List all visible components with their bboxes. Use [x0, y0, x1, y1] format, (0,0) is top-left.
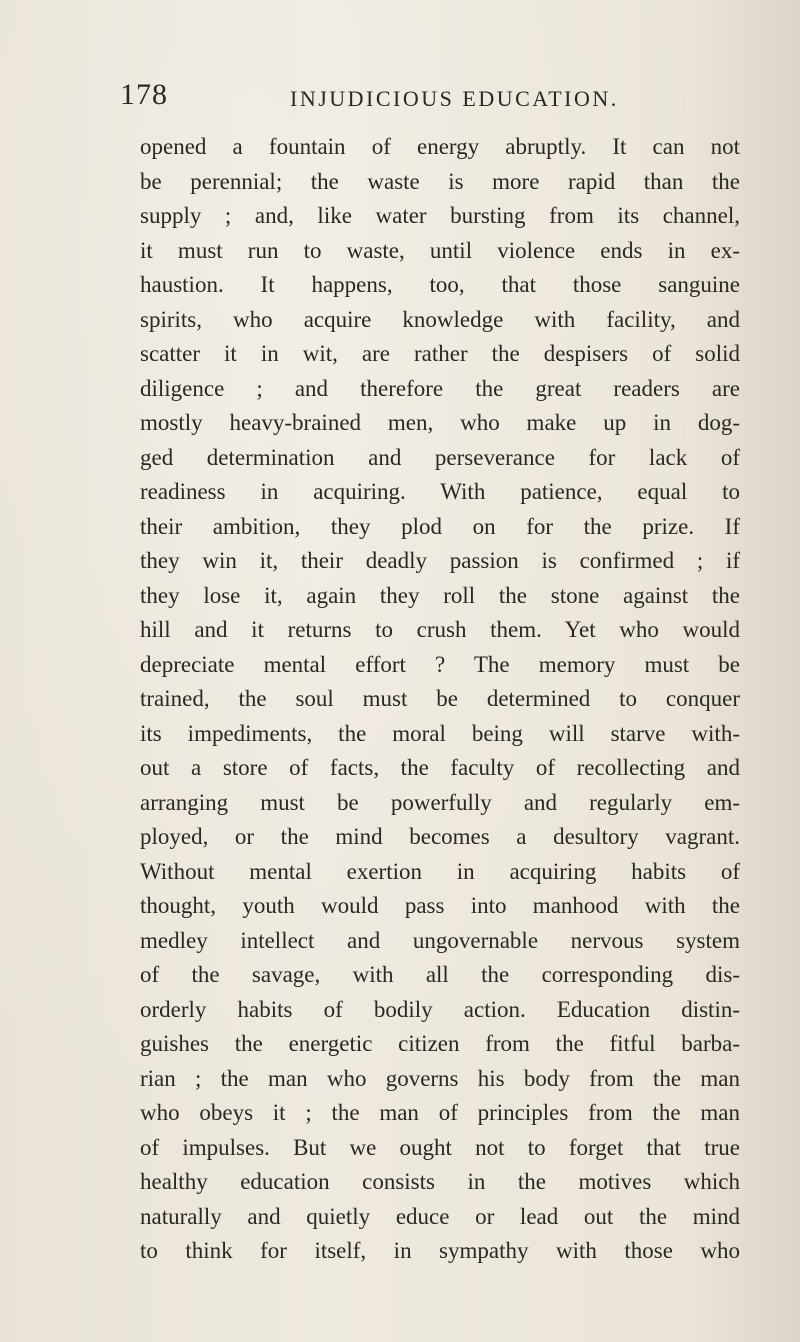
body-text — [140, 130, 740, 1269]
text-line: scatter it in wit, are rather the despisers of solid — [140, 341, 740, 366]
text-line: haustion. It happens, too, that those sanguine — [140, 272, 740, 297]
running-head: INJUDICIOUS EDUCATION. — [290, 86, 619, 111]
text-line: of the savage, with all the corresponding dis- — [140, 962, 740, 987]
text-line: be perennial; the waste is more rapid than the — [140, 168, 740, 194]
text-line: thought, youth would pass into manhood with the — [140, 893, 740, 918]
text-line: arranging must be powerfully and regularly em- — [140, 789, 740, 815]
text-line: Without mental exertion in acquiring habits of — [140, 858, 740, 884]
text-line: supply ; and, like water bursting from its channel, — [140, 203, 740, 228]
text-line: out a store of facts, the faculty of recollecting and — [140, 755, 740, 780]
text-line: it must run to waste, until violence ends in ex- — [140, 237, 740, 263]
page-header — [120, 78, 740, 118]
text-line: spirits, who acquire knowledge with facility, and — [140, 306, 740, 332]
text-line: they win it, their deadly passion is confirmed ; if — [140, 548, 740, 573]
text-line: readiness in acquiring. With patience, equal to — [140, 479, 740, 504]
text-line: of impulses. But we ought not to forget that true — [140, 1134, 740, 1160]
text-line: their ambition, they plod on for the prize. If — [140, 513, 740, 539]
text-line: medley intellect and ungovernable nervous system — [140, 927, 740, 953]
text-line: naturally and quietly educe or lead out the mind — [140, 1203, 740, 1229]
text-line: healthy education consists in the motives which — [140, 1169, 740, 1194]
text-line: ged determination and perseverance for lack of — [140, 444, 740, 470]
text-line: trained, the soul must be determined to conquer — [140, 686, 740, 711]
text-line: opened a fountain of energy abruptly. It can not — [140, 134, 740, 159]
text-line: orderly habits of bodily action. Education distin- — [140, 996, 740, 1022]
text-line: to think for itself, in sympathy with those who — [140, 1238, 740, 1263]
text-line: depreciate mental effort ? The memory must be — [140, 651, 740, 677]
text-line: rian ; the man who governs his body from the man — [140, 1065, 740, 1091]
text-line: they lose it, again they roll the stone against the — [140, 582, 740, 608]
text-line: who obeys it ; the man of principles from the man — [140, 1100, 740, 1125]
text-line: guishes the energetic citizen from the fitful barba- — [140, 1031, 740, 1056]
text-line: mostly heavy-brained men, who make up in dog- — [140, 410, 740, 435]
text-line: its impediments, the moral being will starve with- — [140, 720, 740, 746]
text-line: diligence ; and therefore the great readers are — [140, 375, 740, 401]
text-line: hill and it returns to crush them. Yet who would — [140, 617, 740, 642]
page-number: 178 — [120, 78, 168, 111]
text-line: ployed, or the mind becomes a desultory vagrant. — [140, 824, 740, 849]
